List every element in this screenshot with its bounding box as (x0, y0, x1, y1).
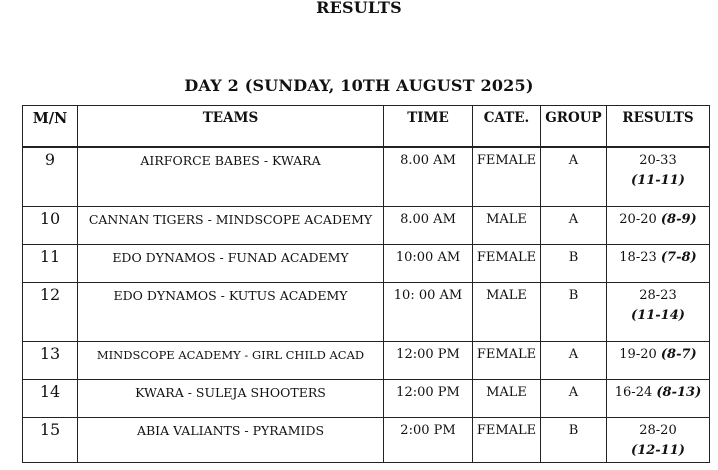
match-teams: AIRFORCE BABES - KWARA (78, 147, 384, 207)
table-row (23, 341, 710, 379)
match-number: 12 (23, 282, 78, 341)
full-time-score: 28-23 (639, 287, 677, 303)
table-row (23, 417, 710, 462)
column-header-group: GROUP (541, 106, 607, 147)
half-time-score: (11-11) (631, 172, 685, 188)
match-result (607, 282, 710, 341)
match-teams: MINDSCOPE ACADEMY - GIRL CHILD ACAD (78, 341, 384, 379)
match-time: 12:00 PM (384, 379, 473, 417)
half-time-score: (8-13) (656, 384, 702, 400)
table-row (23, 244, 710, 282)
table-row (23, 379, 710, 417)
column-header-category: CATE. (473, 106, 541, 147)
match-teams: ABIA VALIANTS - PYRAMIDS (78, 417, 384, 462)
match-category: FEMALE (473, 244, 541, 282)
match-time: 2:00 PM (384, 417, 473, 462)
match-teams: EDO DYNAMOS - FUNAD ACADEMY (78, 244, 384, 282)
match-category: MALE (473, 206, 541, 244)
match-number: 13 (23, 341, 78, 379)
full-time-score: 28-20 (639, 422, 677, 438)
half-time-score: (8-7) (660, 346, 697, 362)
day-heading: DAY 2 (SUNDAY, 10TH AUGUST 2025) (184, 76, 534, 95)
table-row (23, 206, 710, 244)
match-teams: EDO DYNAMOS - KUTUS ACADEMY (78, 282, 384, 341)
match-teams: KWARA - SULEJA SHOOTERS (78, 379, 384, 417)
full-time-score: 18-23 (619, 249, 657, 265)
match-category: FEMALE (473, 341, 541, 379)
match-time: 10: 00 AM (384, 282, 473, 341)
match-result (607, 206, 710, 244)
table-header-row (23, 106, 710, 147)
half-time-score: (7-8) (660, 249, 697, 265)
match-group: B (541, 244, 607, 282)
fixtures-table (22, 105, 710, 463)
match-result (607, 244, 710, 282)
match-number: 15 (23, 417, 78, 462)
match-number: 9 (23, 147, 78, 207)
match-number: 14 (23, 379, 78, 417)
match-time: 12:00 PM (384, 341, 473, 379)
match-group: A (541, 147, 607, 207)
match-category: FEMALE (473, 417, 541, 462)
half-time-score: (11-14) (631, 307, 685, 323)
match-teams: CANNAN TIGERS - MINDSCOPE ACADEMY (78, 206, 384, 244)
half-time-score: (8-9) (660, 211, 697, 227)
match-group: A (541, 341, 607, 379)
full-time-score: 20-20 (619, 211, 657, 227)
match-time: 10:00 AM (384, 244, 473, 282)
match-number: 11 (23, 244, 78, 282)
column-header-mn: M/N (23, 106, 78, 147)
match-time: 8.00 AM (384, 206, 473, 244)
half-time-score: (12-11) (631, 442, 685, 458)
match-time: 8.00 AM (384, 147, 473, 207)
column-header-time: TIME (384, 106, 473, 147)
table-row (23, 147, 710, 207)
match-group: A (541, 206, 607, 244)
match-group: B (541, 282, 607, 341)
match-group: B (541, 417, 607, 462)
match-group: A (541, 379, 607, 417)
match-category: MALE (473, 282, 541, 341)
match-result (607, 379, 710, 417)
full-time-score: 16-24 (614, 384, 653, 400)
match-result (607, 341, 710, 379)
match-result (607, 147, 710, 207)
match-category: MALE (473, 379, 541, 417)
match-result (607, 417, 710, 462)
column-header-teams: TEAMS (78, 106, 384, 147)
table-row (23, 282, 710, 341)
full-time-score: 20-33 (639, 152, 677, 168)
match-category: FEMALE (473, 147, 541, 207)
full-time-score: 19-20 (619, 346, 657, 362)
page-title: RESULTS (316, 0, 402, 17)
column-header-results: RESULTS (607, 106, 710, 147)
match-number: 10 (23, 206, 78, 244)
